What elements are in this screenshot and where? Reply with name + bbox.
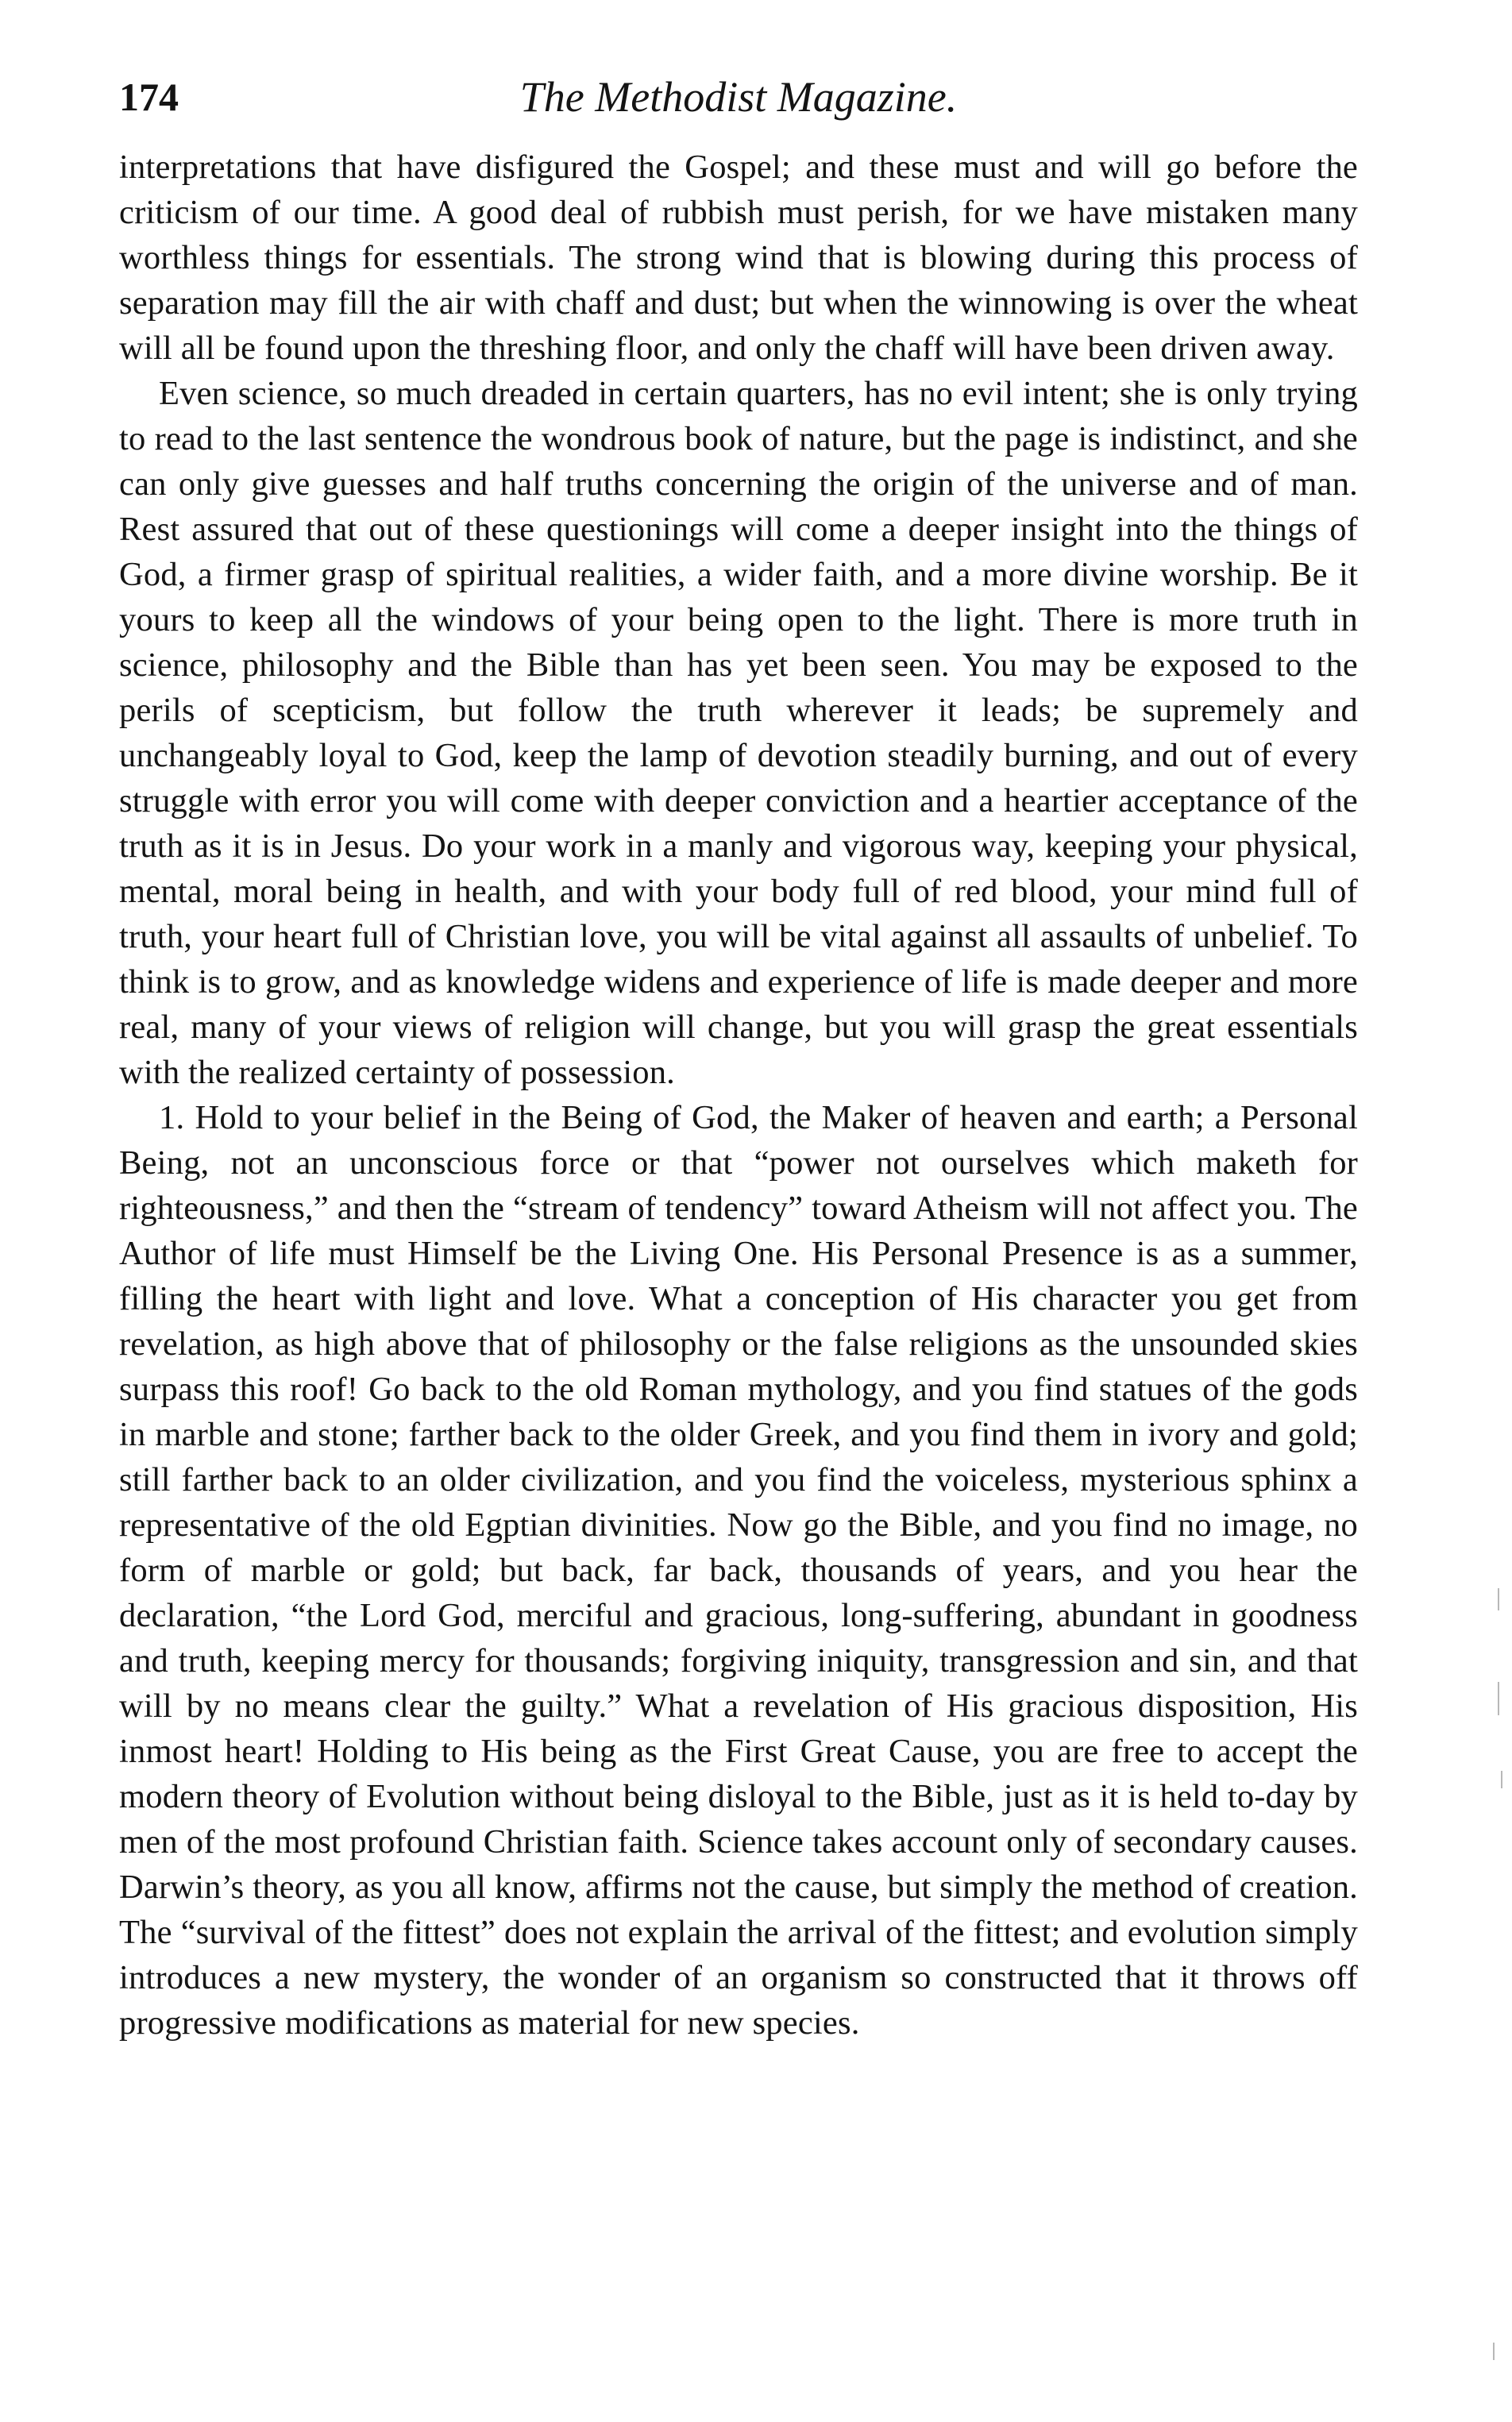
margin-scan-mark: [1501, 1771, 1502, 1788]
page-header: [119, 65, 1358, 129]
paragraph-science: Even science, so much dreaded in certain quarters, has no evil intent; she is only trying to read to the last sentence the wondrous book of nature, but the page is indistinct, and she can only give guesses and half truths concerning the origin of the universe and of man. Rest assured that out of these questionings will come a deeper insight into the things of God, a firmer grasp of spiritual realities, a wider faith, and a more divine worship. Be it yours to keep all the windows of your being open to the light. There is more truth in science, philosophy and the Bible than has yet been seen. You may be exposed to the perils of scepticism, but follow the truth wherever it leads; be supremely and unchangeably loyal to God, keep the lamp of devotion steadily burning, and out of every struggle with error you will come with deeper conviction and a heartier acceptance of the truth as it is in Jesus. Do your work in a manly and vigorous way, keeping your physical, mental, moral being in health, and with your body full of red blood, your mind full of truth, your heart full of Christian love, you will be vital against all assaults of unbelief. To think is to grow, and as knowledge widens and experience of life is made deeper and more real, many of your views of religion will change, but you will grasp the great essentials with the realized certainty of possession.: [119, 375, 1358, 1091]
page-number: 174: [119, 75, 179, 119]
article-body: [119, 145, 1358, 2046]
margin-scan-mark: [1498, 1682, 1499, 1715]
margin-scan-mark: [1493, 2343, 1495, 2360]
paragraph-belief-in-god: 1. Hold to your belief in the Being of God, the Maker of heaven and earth; a Personal Being, not an unconscious force or that “power not ourselves which maketh for righteousness,” and then the “stream of tendency” toward Atheism will not affect you. The Author of life must Himself be the Living One. His Personal Presence is as a summer, filling the heart with light and love. What a conception of His character you get from revelation, as high above that of philosophy or the false religions as the unsounded skies surpass this roof! Go back to the old Roman mythology, and you find statues of the gods in marble and stone; farther back to the older Greek, and you find them in ivory and gold; still farther back to an older civilization, and you find the voiceless, mysterious sphinx a representative of the old Egptian divinities. Now go the Bible, and you find no image, no form of marble or gold; but back, far back, thousands of years, and you hear the declaration, “the Lord God, merciful and gracious, long-suffering, abundant in goodness and truth, keeping mercy for thousands; forgiving iniquity, transgression and sin, and that will by no means clear the guilty.” What a revelation of His gracious disposition, His inmost heart! Holding to His being as the First Great Cause, you are free to accept the modern theory of Evolution without being disloyal to the Bible, just as it is held to-day by men of the most profound Christian faith. Science takes account only of secondary causes. Darwin’s theory, as you all know, affirms not the cause, but simply the method of creation. The “survival of the fittest” does not explain the arrival of the fittest; and evolution simply introduces a new mystery, the wonder of an organism so constructed that it throws off progressive modifications as material for new species.: [119, 1099, 1358, 2042]
running-title: The Methodist Magazine.: [519, 73, 958, 121]
margin-scan-mark: [1498, 1588, 1499, 1610]
paragraph-continuation: interpretations that have disfigured the Gospel; and these must and will go before the criticism of our time. A good deal of rubbish must perish, for we have mistaken many worthless things for essentials. The strong wind that is blowing during this process of separation may fill the air with chaff and dust; but when the winnowing is over the wheat will all be found upon the threshing floor, and only the chaff will have been driven away.: [119, 148, 1358, 367]
